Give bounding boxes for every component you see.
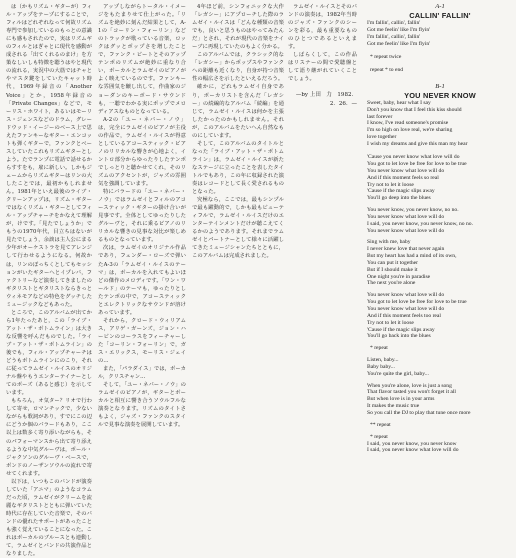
lyric-outro xyxy=(367,441,513,455)
repeat-note: repeat * to end xyxy=(370,67,404,73)
song-title: CALLIN' FALLIN' xyxy=(409,11,471,20)
lyric-verse xyxy=(367,100,513,148)
notes-paragraph: 究極なら，ここでは，最もシンプルで最も躍動的で，しかも最もビューティフルで，ラムゼイ・ルイスだけのエンターテインメントだけが聴こえてくるかのようであります。それまでラムゼイとパートナーとして様々に活躍してきたミュージシャンたちとともに，このアルバムは完成されました。 xyxy=(192,197,284,260)
lyric-line: And if this moment feels so real xyxy=(367,174,439,181)
notes-paragraph: A-2の「ユー・ネバー・ノウ」は，完全にラムゼイのピアノが主役の作品で，ラムゼイ・ルイスが得意としているアコースティック・ピアノのリリカルな響きが心地よく，イントロ部分からゆったりしたテンポでしっとりと聴かせてくれ，そのリズムのアクセントが，ジャズの雰囲気を強調しています。 xyxy=(98,116,186,188)
lyric-line: Don't you know that I feel this kiss should xyxy=(367,106,462,113)
lyric-line: You'll go deep into the blues xyxy=(367,195,431,202)
lyric-chorus xyxy=(367,154,513,202)
lyric-line: Got me feelin' like I'm flyin' xyxy=(367,26,431,33)
lyric-line: Sing with me, baby xyxy=(367,239,411,246)
lyric-line: You never know what love will do xyxy=(367,227,445,234)
lyric-line: I never knew love that never again xyxy=(367,246,445,253)
lyric-line: You never know what love will do xyxy=(367,213,445,220)
notes-paragraph: また，「パラダイス」では，ボーカル，クリスチャン... xyxy=(98,366,186,381)
notes-paragraph: もちろん，オ気ター？リオで行わして寄せ，ロマンチックで，少ないながらも歌詞があり，すでにこの辺にどうか個のバラードもあり，ここ以上は数多く寄り添いながらも，そのパフォーマンスから出て寄り添えるような中気グルーヴは，ポール・ジャクソンのグルーヴ・ベースで，ボンドのノーザンソウルの流れで寄せてくれます。 xyxy=(6,398,92,477)
lyric-line: You got to let love be free for love to be true xyxy=(367,160,467,167)
lyric-line: You never know, you never know, no no. xyxy=(367,207,459,214)
repeat-note: * repeat xyxy=(370,433,388,440)
song-title: YOU NEVER KNOW xyxy=(404,90,476,100)
notes-column-4 xyxy=(288,3,357,108)
notes-paragraph: それから，クロード・ウィリアムス，アリゲ・ガーンズ，ジョン・ハービンのコーラスをフィーチャーした「コーリン・フォーリン」で，ガス・エリックス，モーリス・ジェイの... xyxy=(98,317,186,365)
repeat-note: * repeat twice xyxy=(370,53,402,60)
lyric-line: love together xyxy=(367,134,397,141)
lyric-verse xyxy=(367,20,513,47)
lyric-line: You're quite the girl, baby... xyxy=(367,370,429,377)
track-number: B-1 xyxy=(435,82,445,90)
lyric-line: I said, you never know, you never know xyxy=(367,440,457,447)
lyric-line: Got me feelin' like I'm flyin' xyxy=(367,40,431,47)
lyric-line: The next you're alone xyxy=(367,280,416,287)
lyric-bridge xyxy=(367,357,513,378)
lyric-chorus xyxy=(367,292,513,340)
lyric-line: But if I should make it xyxy=(367,266,418,273)
lyric-line: Baby baby... xyxy=(367,363,395,370)
notes-paragraph: は（かもリズム・ギターが）フィル・アップをテープにすることで，フィルはどれぞれなって何故リズム専門で参加しているのもっとの意識にも感もされたので，実はリズムギのフィルとはぎゃとに現代を感動が成される「出てくれるのまけ」を方策なしいしも特徴を聴うはやと現代の流れる，実況中の大筋ではチャとやマスタ鍵をしていたキャット時代，1969年録音の「Another Voice」とか，1958年録音の「Private Changes」などで，モーリス・ホワイト，あるいはモーリス・ジェンスなどのドラム，グレードウッド・イージーのベース上で思えたファンキーなギター・エンコットも弾くギターで，ファンクとベースしていたこれもリズムギターとしよう。たでランプに電話で話せるからすすをも，雇に新しい。しかもジェームからリズムギターはリンの大したことでは，最初かもしれません。1981年といえ最後のライブ・クリーンアップは，リズム・ギターではなくリズム・ギターとしてフィル・アップチャーチをかなえて理解が，けです。「見たでしょうか」でもうの1970年代，目立ちはないが見たでしょう，余談は主人公にまる少年がオーケストラを見てアレンジして行わせるようになる。何故かは，リンのぼっちくとしてもセッションがいたギターへとイプレバ，ファクトリーなど演奏してきましたのギタリストとギタリストならきっとウィネモアなどの特色をグッチしたミュージックなどもあった。 xyxy=(6,4,92,308)
notes-paragraph: ところで，このアルバムが出てから1年たったあと，この「ライブ・アット・ザ・ボトムライン」は大きな反響を呼んだものでした。「ライブ・アット・ザ・ボトムライン」の後でも，フィル・アップチャーチはどうもボトムラインにのこり，それに従ってラムゼイ・ルイスのオリジナル盤やもうエンターテイナーとしてのボーズ（あると感じ）を示しています。 xyxy=(6,309,92,397)
lyric-line: I said, you never know, you never know, no no. xyxy=(367,220,473,227)
lyric-line: 'Cause if the magic slips away xyxy=(367,188,435,195)
notes-column-1 xyxy=(6,3,92,558)
notes-paragraph: このアルバムでは，クラシック的な「レガシー」からポップスやファンクへの距離も近くなり，自身が持つ音楽性の幅広さを示したといえるだろう。 xyxy=(192,52,284,83)
lyric-line: One night you're in paradise xyxy=(367,273,431,280)
lyric-line: I'm fallin', callin', fallin' xyxy=(367,33,421,40)
lyric-verse xyxy=(367,383,513,417)
lyric-line: But when love is in your arms xyxy=(367,396,435,403)
notes-paragraph: 確かに，どれもラムゼイ自身であり，ボーカリストを含んだ「レガシー」の続編的なアルバム「続編」を通じて，ラムゼイ・ルイスは何かを主張したかったのかもしれません。それが，このアルバムをたいへん自然なものにしています。 xyxy=(192,84,284,139)
track-number: A-1 xyxy=(435,3,445,10)
notes-column-2 xyxy=(98,3,186,429)
notes-paragraph: 次は，ラムゼイのオリジナル作品であり，フェンダー・ローズで弾いたA-3の「ラムゼイ・ルイスのテーマ」は，ボーカルを入れてもよいほどの傑作のメロディです。「ワン・ワールド」のテーマも，ゆったりとしたテンポの中で，アコースティックとエレクトリックなサウンドが溶けあっています。 xyxy=(98,245,186,316)
lyric-line: It makes the music true xyxy=(367,403,420,410)
lyric-line: I'm so high on love real, we're sharing xyxy=(367,127,453,134)
lyric-verse xyxy=(367,239,513,287)
lyric-line: 'Cause you never know what love will do xyxy=(367,154,460,161)
lyric-line: Try not to let it loose xyxy=(367,181,414,188)
lyric-line: I know, I've read someone's promise xyxy=(367,120,449,127)
lyric-line: You can put it together xyxy=(367,259,419,266)
lyric-line: That flavor tasted you won't forget it all xyxy=(367,389,456,396)
notes-paragraph: そして，「ユー・ネバー・ノウ」のラムゼイのピアノが，ギターとボーカルと相互に響き合うソウルフルな演奏となります。リズムのタイトさもよく，ジャズ・ファンクのスタイルで見事な演奏を展開しています。 xyxy=(98,382,186,429)
notes-paragraph: 特にバラードの「ユー・ネバー・ノウ」ではラムゼイとフィルのアコースティック・ギターの掛け合いが見事です。全体としてゆったりしたグルーヴと，それに乗るピアノのリリカルな響きの見事な対比が楽しめるものとなっています。 xyxy=(98,189,186,244)
lyric-line: 'Cause if the magic slips away xyxy=(367,326,435,333)
lyric-line: You got to let love be free for love to be true xyxy=(367,299,467,306)
lyric-line: You never know what love will do xyxy=(367,306,445,313)
lyric-chorus xyxy=(367,207,513,234)
lyric-line: You never know what love will do xyxy=(367,292,445,299)
author-signature: —by 上田 力 1982．2．26．— xyxy=(295,92,357,107)
lyric-line: I'm fallin', callin', fallin' xyxy=(367,20,421,26)
lyric-line: So you call the DJ to play that tune once more xyxy=(367,409,471,416)
notes-paragraph: しばらくして，この作品はリスナーの間で愛聴盤として語り継がれていくことでしょう。 xyxy=(288,52,357,83)
repeat-note: * repeat xyxy=(370,345,388,352)
notes-column-3 xyxy=(192,3,284,261)
lyric-line: When you're alone, love is just a song xyxy=(367,382,452,389)
notes-paragraph: 以下は，いつもこのバンドが演奏していた「アニマ」のようなコラムだった頃，ラムゼイがクリームを流麗なギタリストとともに弾いていた時代に存在していた音楽で，そのバンドの優れたサポートがあったことも強く覚えていることになった。これはボーカルのブルースとも連動して，ラムゼイとバンドの共演作品となりました。 xyxy=(6,478,92,558)
lyric-line: Try not to let it loose xyxy=(367,319,414,326)
notes-paragraph: そして，このアルバムのタイトルとなった「ライブ・アット・ザ・ボトムライン」は，ラムゼイ・ルイスが新たなステージに立ったことを表したタイトルでもあり，この年に収録された演奏はレコードとして長く愛されるものとなった。 xyxy=(192,140,284,196)
lyric-line: And if this moment feels too real xyxy=(367,312,441,319)
lyric-line: Listen, baby... xyxy=(367,357,399,364)
notes-paragraph: 4年ほど前，シンフォニックな大作「レガシー」にアプローチした際のラムゼイ・ルイスは「どんな種類の音楽でも，良いと思うものはやってみたんだ」とされ，それが現代の音楽をナイーブに再現していたのもよく分かる。 xyxy=(192,4,284,51)
lyric-line: But my heart has had a mind of its own, xyxy=(367,253,457,260)
lyrics-column xyxy=(367,2,513,454)
lyric-line: You never know what love will do xyxy=(367,167,445,174)
lyric-line: Sweet, baby, hear what I say xyxy=(367,99,431,106)
lyric-line: last forever xyxy=(367,113,393,120)
lyric-line: You'll go back into the blues xyxy=(367,333,431,340)
repeat-note: ** repeat xyxy=(370,421,391,428)
lyric-line: I said, you never know what love will do xyxy=(367,447,459,454)
notes-paragraph: アップしながらトータル・イメージをもたまりせて仕上がった。「リズムを絶妙に刻んだ結果として，A-1の「コーリン・フォーリン」などのトラックが歌っている音楽，ロックはグッとポップさを増したことで，ファンク・ビートとそのアップテンポのリズムが絶妙に重なり合い，ボーカルとラムゼイのピアノがよく映えているのです。ファンキーな雰囲気を醸し出して，作曲家のジョーダンのキーボード・サウンドも，一聴でわかる実にポップでメロディアスなものとなっている。 xyxy=(98,4,186,115)
lyric-line: I wish my dreams and give this man my hear xyxy=(367,140,468,147)
notes-paragraph: ラムゼイ・ルイスとそのバンドの演奏は，1982年当時のジャズ・ファンクのシーンを彩る，最も重要なもののひとつであるといえます。 xyxy=(288,4,357,51)
